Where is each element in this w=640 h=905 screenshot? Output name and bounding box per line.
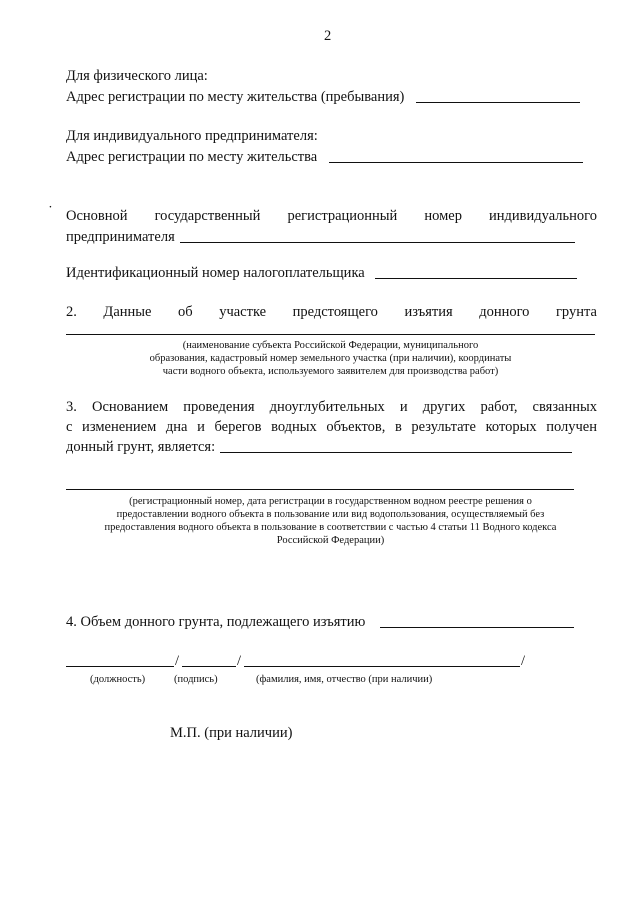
separator: / [237,653,242,669]
note-line: части водного объекта, используемого заявителем для производства работ) [162,366,499,377]
section3-field-2[interactable] [66,489,574,490]
note-line: Российской Федерации) [276,535,385,546]
section2-word: об [178,304,193,320]
section3-line2: с изменением дна и берегов водных объектов, в результате которых получен [66,419,597,435]
note-line: (регистрационный номер, дата регистрации в государственном водном реестре решения о [129,496,532,507]
separator: / [175,653,180,669]
section3-note [66,495,595,547]
section2-field[interactable] [66,334,595,335]
note-line: предоставлении водного объекта в пользование или вид водопользования, осуществляемый без [116,509,545,520]
section2-word: изъятия [404,304,453,320]
individual-address-field[interactable] [416,102,580,103]
stamp-label: М.П. (при наличии) [170,725,293,741]
section2-heading [66,303,597,321]
ogrnip-word: номер [424,208,462,224]
individual-heading: Для физического лица: [66,68,208,84]
note-line: (наименование субъекта Российской Федерации, муниципального [182,340,479,351]
section2-word: Данные [103,304,152,320]
note-line: образования, кадастровый номер земельного участка (при наличии), координаты [149,353,512,364]
individual-address-label: Адрес регистрации по месту жительства (пребывания) [66,89,405,105]
ogrnip-word: Основной [66,208,128,224]
section2-word: 2. [66,304,77,320]
margin-mark: ˙ [48,204,53,220]
signature-caption: (подпись) [174,674,218,685]
section2-word: грунта [555,304,597,320]
note-line: предоставления водного объекта в пользование в соответствии с частью 4 статьи 11 Водного кодекса [104,522,557,533]
section3-line3: донный грунт, является: [66,439,216,455]
section3-line1: 3. Основанием проведения дноуглубительных и других работ, связанных [66,399,597,415]
separator: / [521,653,526,669]
section4-field[interactable] [380,627,574,628]
ogrnip-word: государственный [154,208,261,224]
entrepreneur-address-label: Адрес регистрации по месту жительства [66,149,318,165]
section2-word: участке [219,304,267,320]
ogrnip-label-line2: предпринимателя [66,229,175,245]
fullname-field[interactable] [244,666,520,667]
inn-label: Идентификационный номер налогоплательщика [66,265,365,281]
ogrnip-label-line1 [66,207,597,225]
section3-field-1[interactable] [220,452,572,453]
inn-field[interactable] [375,278,577,279]
position-field[interactable] [66,666,174,667]
page-number: 2 [324,28,332,44]
signature-field[interactable] [182,666,236,667]
section4-label: 4. Объем донного грунта, подлежащего изъятию [66,614,366,630]
section2-word: донного [479,304,530,320]
ogrnip-field[interactable] [180,242,575,243]
fullname-caption: (фамилия, имя, отчество (при наличии) [256,674,433,685]
section2-note [66,339,595,378]
section2-word: предстоящего [292,304,378,320]
ogrnip-word: индивидуального [489,208,597,224]
position-caption: (должность) [90,674,146,685]
entrepreneur-address-field[interactable] [329,162,583,163]
ogrnip-word: регистрационный [287,208,398,224]
entrepreneur-heading: Для индивидуального предпринимателя: [66,128,318,144]
